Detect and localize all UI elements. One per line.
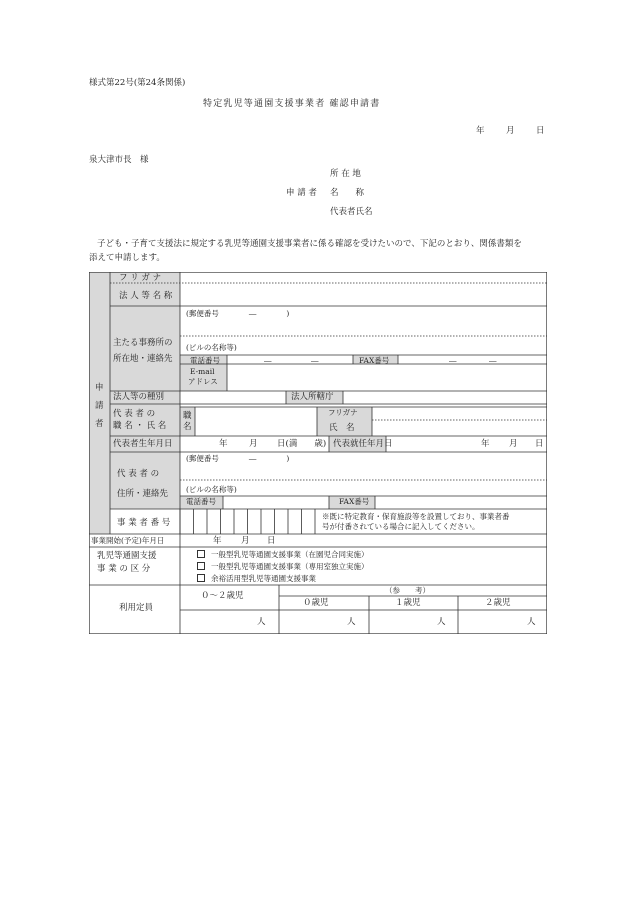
main-office-label-2: 所在地・連絡先 xyxy=(113,354,173,364)
main-office-phone-label: 電話番号 xyxy=(190,356,220,365)
service-option-1-label: 一般型乳児等通園支援事業（在園児合同実施） xyxy=(211,550,369,559)
age-2-label: ２歳児 xyxy=(485,598,511,608)
addressee: 泉大津市長 様 xyxy=(89,155,149,165)
unit-person-1: 人 xyxy=(257,617,266,627)
service-type-label-2: 事 業 の 区 分 xyxy=(97,564,151,574)
rep-name-label-2: 職 名 ・ 氏 名 xyxy=(113,421,167,431)
service-option-3-label: 余裕活用型乳児等通園支援事業 xyxy=(211,574,316,583)
service-option-3[interactable] xyxy=(197,574,316,583)
checkbox-icon[interactable] xyxy=(197,562,205,570)
phone-dash-2: ― xyxy=(311,356,319,365)
applicant-side-label-2: 請 xyxy=(95,401,104,411)
phone-dash-1: ― xyxy=(264,356,272,365)
birth-year-label: 年 xyxy=(219,439,228,449)
biz-start-day: 日 xyxy=(267,536,276,546)
reference-label: （参 考） xyxy=(385,586,430,595)
unit-person-3: 人 xyxy=(437,617,446,627)
applicant-side-label-1: 申 xyxy=(95,383,104,393)
applicant-side-label-3: 者 xyxy=(95,419,104,429)
start-day-label: 日 xyxy=(535,439,544,449)
furigana-label: フ リ ガ ナ xyxy=(119,273,162,283)
rep-start-label: 代表就任年月日 xyxy=(333,439,393,449)
age-1-label: １歳児 xyxy=(395,598,421,608)
date-day-label: 日 xyxy=(536,126,545,136)
email-label-1: E-mail xyxy=(190,367,215,376)
rep-name-label-1: 代 表 者 の xyxy=(113,409,156,419)
email-label-2: アドレス xyxy=(188,377,218,386)
main-office-postal: (郵便番号 ― ) xyxy=(186,309,290,318)
job-title-label-2: 名 xyxy=(183,422,192,432)
main-office-building: (ビルの名称等) xyxy=(186,343,237,352)
rep-furigana-label: フリガナ xyxy=(328,408,358,417)
checkbox-icon[interactable] xyxy=(197,574,205,582)
applicant-address-label: 所 在 地 xyxy=(330,169,361,179)
start-month-label: 月 xyxy=(509,439,518,449)
rep-phone-label: 電話番号 xyxy=(186,497,216,506)
service-type-label-1: 乳児等通園支援 xyxy=(97,551,157,561)
start-year-label: 年 xyxy=(481,439,490,449)
main-office-fax-label: FAX番号 xyxy=(359,356,390,365)
intro-line-2: 添えて申請します。 xyxy=(89,253,165,263)
service-option-2-label: 一般型乳児等通園支援事業（専用室独立実施） xyxy=(211,562,369,571)
unit-person-2: 人 xyxy=(347,617,356,627)
fax-dash-1: ― xyxy=(449,356,457,365)
applicant-label: 申 請 者 xyxy=(286,188,317,198)
rep-postal: (郵便番号 ― ) xyxy=(186,454,290,463)
biz-start-year: 年 xyxy=(213,536,222,546)
start-date-label: 事業開始(予定)年月日 xyxy=(91,536,165,545)
biz-number-note-1: ※既に特定教育・保育施設等を設置しており、事業者番 xyxy=(322,512,510,521)
form-title: 特定乳児等通園支援事業者 確認申請書 xyxy=(203,99,381,109)
service-option-2[interactable] xyxy=(197,562,369,571)
biz-number-label: 事 業 者 番 号 xyxy=(117,518,171,528)
rep-building: (ビルの名称等) xyxy=(186,485,237,494)
service-option-1[interactable] xyxy=(197,550,369,559)
rep-addr-label-1: 代 表 者 の xyxy=(117,469,160,479)
birth-month-label: 月 xyxy=(249,439,258,449)
corp-type-label: 法人等の種別 xyxy=(113,392,165,402)
rep-name-field-label: 氏 名 xyxy=(329,423,355,433)
biz-number-note-2: 号が付番されている場合に記入してください。 xyxy=(322,522,480,531)
capacity-label: 利用定員 xyxy=(119,603,154,613)
form-number: 様式第22号(第24条関係) xyxy=(89,78,186,88)
applicant-name-label: 名 称 xyxy=(330,188,365,198)
corp-authority-label: 法人所轄庁 xyxy=(291,392,334,402)
intro-line-1: 子ども・子育て支援法に規定する乳児等通園支援事業者に係る確認を受けたいので、下記のとおり、関係書類を xyxy=(97,239,522,249)
checkbox-icon[interactable] xyxy=(197,550,205,558)
date-month-label: 月 xyxy=(506,126,515,136)
age-0-label: ０歳児 xyxy=(303,598,329,608)
corp-name-label: 法 人 等 名 称 xyxy=(119,291,173,301)
application-form-table xyxy=(89,272,547,634)
representative-label: 代表者氏名 xyxy=(330,207,373,217)
rep-addr-label-2: 住所・連絡先 xyxy=(117,489,169,499)
birth-day-age-label: 日(満 歳) xyxy=(277,439,327,449)
fax-dash-2: ― xyxy=(489,356,497,365)
rep-fax-label: FAX番号 xyxy=(339,497,370,506)
age-0-2-label: ０～２歳児 xyxy=(201,591,244,601)
job-title-label-1: 職 xyxy=(183,411,192,421)
unit-person-4: 人 xyxy=(527,617,536,627)
rep-birth-label: 代表者生年月日 xyxy=(113,439,173,449)
date-year-label: 年 xyxy=(476,126,485,136)
biz-start-month: 月 xyxy=(241,536,250,546)
main-office-label-1: 主たる事務所の xyxy=(113,338,173,348)
form-grid xyxy=(89,272,547,634)
